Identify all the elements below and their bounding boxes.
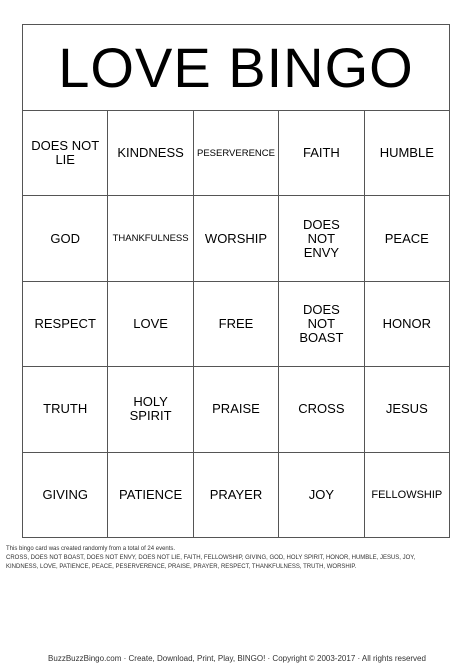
bingo-cell: DOES NOT LIE xyxy=(23,111,108,196)
bingo-cell: HUMBLE xyxy=(365,111,450,196)
bingo-title: LOVE BINGO xyxy=(58,35,414,99)
bingo-title-box xyxy=(22,24,450,110)
bingo-cell: RESPECT xyxy=(23,282,108,367)
copyright-line: BuzzBuzzBingo.com · Create, Download, Print, Play, BINGO! · Copyright © 2003-2017 · All rights reserved xyxy=(48,654,426,663)
bingo-cell: CROSS xyxy=(279,367,364,452)
bingo-cell: TRUTH xyxy=(23,367,108,452)
bingo-grid xyxy=(22,110,450,538)
bingo-cell: FREE xyxy=(194,282,279,367)
bingo-cell: PATIENCE xyxy=(108,453,193,538)
bingo-cell: PRAYER xyxy=(194,453,279,538)
bingo-cell: WORSHIP xyxy=(194,196,279,281)
bingo-cell: KINDNESS xyxy=(108,111,193,196)
bingo-cell: PRAISE xyxy=(194,367,279,452)
bingo-cell: JOY xyxy=(279,453,364,538)
bingo-cell: GIVING xyxy=(23,453,108,538)
bingo-cell: DOES NOT BOAST xyxy=(279,282,364,367)
bingo-cell: HONOR xyxy=(365,282,450,367)
bingo-cell: GOD xyxy=(23,196,108,281)
bingo-cell: FELLOWSHIP xyxy=(365,453,450,538)
footer-note-line: CROSS, DOES NOT BOAST, DOES NOT ENVY, DOES NOT LIE, FAITH, FELLOWSHIP, GIVING, GOD, HOLY SPIRIT, HONOR, HUMBLE, JESUS, JOY, xyxy=(6,555,416,561)
bingo-cell: JESUS xyxy=(365,367,450,452)
bingo-cell: FAITH xyxy=(279,111,364,196)
footer-note xyxy=(6,545,468,572)
bingo-cell: THANKFULNESS xyxy=(108,196,193,281)
bingo-cell: PESERVERENCE xyxy=(194,111,279,196)
bingo-cell: HOLY SPIRIT xyxy=(108,367,193,452)
bingo-cell: PEACE xyxy=(365,196,450,281)
bingo-cell: DOES NOT ENVY xyxy=(279,196,364,281)
bingo-cell: LOVE xyxy=(108,282,193,367)
footer-note-line: KINDNESS, LOVE, PATIENCE, PEACE, PESERVERENCE, PRAISE, PRAYER, RESPECT, THANKFULNESS, TRUTH, WORSHIP. xyxy=(6,564,357,570)
footer-note-line: This bingo card was created randomly from a total of 24 events. xyxy=(6,546,176,552)
